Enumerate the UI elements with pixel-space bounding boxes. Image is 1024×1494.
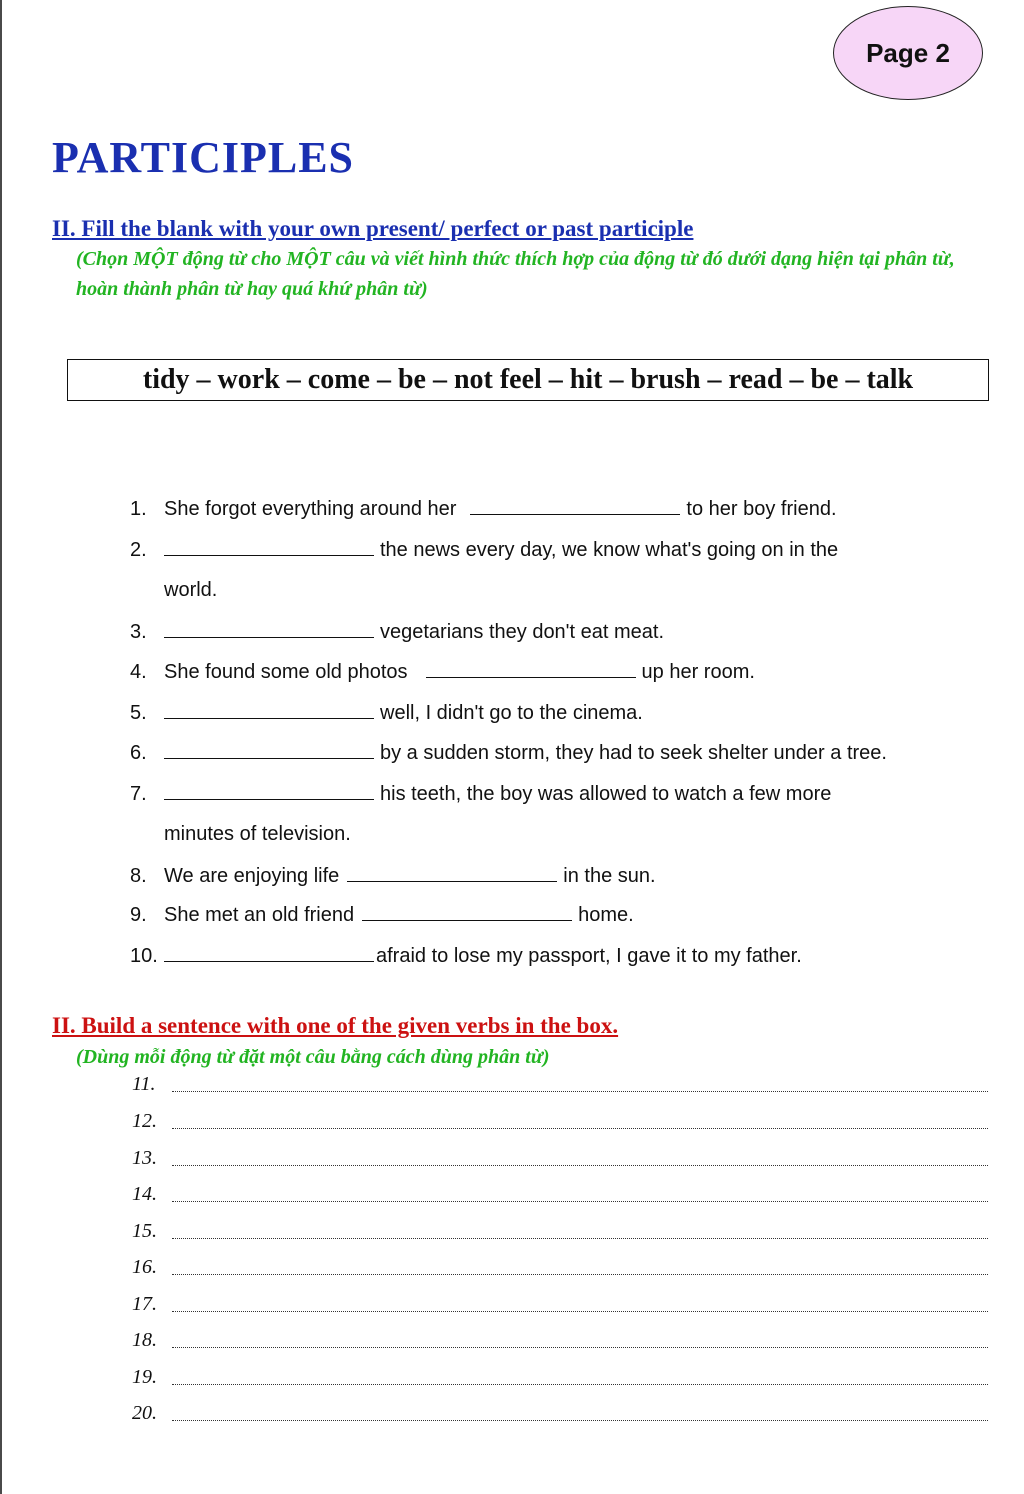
line-number: 17. [132, 1293, 157, 1315]
page-number-badge [833, 6, 983, 100]
line-number: 12. [132, 1110, 157, 1132]
item-number: 5. [130, 702, 147, 724]
item-text-after: well, I didn't go to the cinema. [380, 702, 643, 724]
section2-instruction: (Dùng mỗi động từ đặt một câu bằng cách dùng phân từ) [76, 1046, 550, 1068]
item-number: 7. [130, 783, 147, 805]
sentence-line-19[interactable] [132, 1363, 988, 1389]
dotted-answer-line[interactable] [172, 1220, 988, 1239]
verb-list: tidy – work – come – be – not feel – hit – brush – read – be – talk [142, 364, 914, 395]
item-number: 2. [130, 539, 147, 561]
dotted-answer-line[interactable] [172, 1110, 988, 1129]
item-text-after: up her room. [641, 661, 755, 683]
sentence-line-18[interactable] [132, 1326, 988, 1352]
item-number: 9. [130, 904, 147, 926]
exercise-item-5 [130, 700, 643, 725]
item-7-continuation: minutes of television. [164, 823, 351, 845]
item-text-after: his teeth, the boy was allowed to watch a few more [380, 783, 832, 805]
exercise-item-3 [130, 619, 664, 644]
exercise-item-10 [130, 943, 802, 968]
item-2-continuation: world. [164, 579, 218, 601]
item-number: 10. [130, 945, 158, 967]
dotted-answer-line[interactable] [172, 1073, 988, 1092]
sentence-line-20[interactable] [132, 1399, 988, 1425]
sentence-line-17[interactable] [132, 1290, 988, 1316]
answer-blank[interactable] [164, 619, 374, 638]
item-number: 4. [130, 661, 147, 683]
exercise-item-9 [130, 902, 634, 927]
answer-blank[interactable] [164, 740, 374, 759]
answer-blank[interactable] [470, 496, 680, 515]
sentence-line-11[interactable] [132, 1070, 988, 1096]
answer-blank[interactable] [362, 902, 572, 921]
answer-blank[interactable] [164, 943, 374, 962]
page-left-border [0, 0, 2, 1494]
item-number: 1. [130, 498, 147, 520]
answer-blank[interactable] [164, 700, 374, 719]
exercise-item-6 [130, 740, 887, 765]
dotted-answer-line[interactable] [172, 1366, 988, 1385]
line-number: 13. [132, 1147, 157, 1169]
sentence-line-13[interactable] [132, 1144, 988, 1170]
item-text-before: We are enjoying life [164, 865, 340, 887]
answer-blank[interactable] [164, 537, 374, 556]
line-number: 11. [132, 1073, 156, 1095]
item-text-before: She forgot everything around her [164, 498, 457, 520]
page-number-label: Page 2 [866, 37, 950, 68]
line-number: 20. [132, 1402, 157, 1424]
item-text-before: She met an old friend [164, 904, 355, 926]
dotted-answer-line[interactable] [172, 1183, 988, 1202]
answer-blank[interactable] [164, 781, 374, 800]
item-text-after: in the sun. [563, 865, 656, 887]
page-title: PARTICIPLES [52, 133, 355, 182]
dotted-answer-line[interactable] [172, 1402, 988, 1421]
dotted-answer-line[interactable] [172, 1293, 988, 1312]
line-number: 15. [132, 1220, 157, 1242]
dotted-answer-line[interactable] [172, 1256, 988, 1275]
sentence-line-16[interactable] [132, 1253, 988, 1279]
item-number: 3. [130, 621, 147, 643]
item-text-after: afraid to lose my passport, I gave it to my father. [376, 945, 802, 967]
dotted-answer-line[interactable] [172, 1329, 988, 1348]
sentence-line-15[interactable] [132, 1217, 988, 1243]
item-text-after: to her boy friend. [686, 498, 837, 520]
exercise-item-7 [130, 781, 831, 806]
line-number: 18. [132, 1329, 157, 1351]
item-text-after: the news every day, we know what's going on in the [380, 539, 839, 561]
item-text-after: by a sudden storm, they had to seek shelter under a tree. [380, 742, 887, 764]
exercise-item-1 [130, 496, 837, 521]
section1-instruction: (Chọn MỘT động từ cho MỘT câu và viết hình thức thích hợp của động từ đó dưới dạng hiện tại phân từ, hoàn thành phân từ hay quá khứ phân từ) [76, 248, 955, 300]
sentence-line-14[interactable] [132, 1180, 988, 1206]
section1-heading: II. Fill the blank with your own present/ perfect or past participle [52, 216, 694, 241]
verb-box [67, 359, 989, 401]
exercise-item-2 [130, 537, 838, 562]
item-text-before: She found some old photos [164, 661, 408, 683]
section2-heading: II. Build a sentence with one of the given verbs in the box. [52, 1013, 619, 1038]
line-number: 16. [132, 1256, 157, 1278]
item-text-after: home. [578, 904, 634, 926]
line-number: 14. [132, 1183, 157, 1205]
line-number: 19. [132, 1366, 157, 1388]
item-number: 8. [130, 865, 147, 887]
item-text-after: vegetarians they don't eat meat. [380, 621, 664, 643]
dotted-answer-line[interactable] [172, 1147, 988, 1166]
exercise-item-8 [130, 863, 656, 888]
exercise-item-4 [130, 659, 755, 684]
answer-blank[interactable] [426, 659, 636, 678]
answer-blank[interactable] [347, 863, 557, 882]
sentence-line-12[interactable] [132, 1107, 988, 1133]
item-number: 6. [130, 742, 147, 764]
